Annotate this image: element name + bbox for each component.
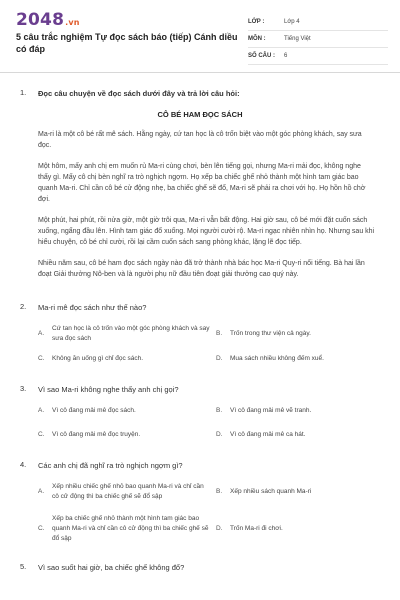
passage-paragraph: Ma-ri là một cô bé rất mê sách. Hằng ngày, cứ tan học là cô trốn biệt vào một góc phòng khách, say sưa đọc. xyxy=(38,131,362,149)
question-1 xyxy=(0,88,400,280)
answer-option-c[interactable]: C. Không ăn uống gì chỉ đọc sách. xyxy=(38,355,144,362)
question-number: 2. xyxy=(20,302,27,311)
passage-paragraph: Nhiều năm sau, cô bé ham đọc sách ngày nào đã trở thành nhà bác học Ma-ri Quy-ri nổi tiếng. Bà hai lần đoạt Giải thưởng Nô-ben và là người phụ nữ đầu tiên đoạt giải thưởng cao quý này. xyxy=(38,260,365,278)
question-number: 4. xyxy=(20,460,27,469)
answer-option-b[interactable]: B. Xếp nhiều sách quanh Ma-ri xyxy=(216,488,312,495)
answer-option-c[interactable]: C. Vì cô đang mải mê đọc truyện. xyxy=(38,431,141,438)
page-header xyxy=(0,0,400,68)
answer-option-b[interactable]: B. Vì cô đang mải mê vẽ tranh. xyxy=(216,407,312,414)
question-prompt: Đọc câu chuyện về đọc sách dưới đây và trả lời câu hỏi: xyxy=(38,89,240,98)
passage-title: CÔ BÉ HAM ĐỌC SÁCH xyxy=(157,110,243,119)
site-logo[interactable]: 2048.vn xyxy=(16,10,80,30)
meta-row-grade: LỚP : Lớp 4 xyxy=(248,14,388,31)
header-divider xyxy=(0,72,400,73)
passage-paragraph: Một phút, hai phút, rồi nửa giờ, một giờ trôi qua, Ma-ri vẫn bất động. Hai giờ sau, cô bé mới đặt cuốn sách xuống, ngẩng đầu lên. Hình tam giác đổ xuống. Mọi người cười rộ. Ma-ri ngạc nhiên nhìn họ. Nhưng sau khi hiểu chuyện, cô bé chỉ cười, rồi lại cầm cuốn sách sang phòng khác, lặng lẽ đọc tiếp. xyxy=(38,217,375,246)
question-number: 1. xyxy=(20,88,27,97)
document-title: 5 câu trắc nghiệm Tự đọc sách báo (tiếp) Cánh diều có đáp xyxy=(16,32,238,54)
meta-row-subject: MÔN : Tiếng Việt xyxy=(248,31,388,48)
answer-option-d[interactable]: D. Vì cô đang mải mê ca hát. xyxy=(216,431,306,438)
answer-option-a[interactable]: A. Cứ tan học là cô trốn vào một góc phòng khách và say sưa đọc sách xyxy=(38,325,210,342)
question-2 xyxy=(0,302,400,364)
answer-option-a[interactable]: A. Xếp nhiều chiếc ghế nhỏ bao quanh Ma-ri và chỉ cần cô cử động thì ba chiếc ghế sẽ đổ sập xyxy=(38,483,204,500)
passage-paragraph: Một hôm, mấy anh chị em muốn rủ Ma-ri cùng chơi, bèn lên tiếng gọi, nhưng Ma-ri mải đọc, không nghe thấy gì. Mấy cô chị bèn nghĩ ra trò nghịch ngợm. Họ xếp ba chiếc ghế nhỏ thành một hình tam giác bao quanh Ma-ri. Chỉ cần cô bé cử động nhẹ, ba chiếc ghế sẽ đổ, Ma-ri sẽ phải ra chơi với họ. Họ hồn hồ chờ đợi. xyxy=(38,163,366,203)
question-prompt: Ma-ri mê đọc sách như thế nào? xyxy=(38,303,147,312)
question-number: 5. xyxy=(20,562,27,571)
question-list xyxy=(0,88,400,576)
answer-option-d[interactable]: D. Trốn Ma-ri đi chơi. xyxy=(216,525,283,532)
answer-option-d[interactable]: D. Mua sách nhiều không đếm xuể. xyxy=(216,355,324,362)
answer-option-c[interactable]: C. Xếp ba chiếc ghế nhỏ thành một hình tam giác bao quanh Ma-ri và chỉ cần cô cử động thì ba chiếc ghế sẽ đổ sập xyxy=(38,515,209,542)
question-prompt: Vì sao Ma-ri không nghe thấy anh chị gọi? xyxy=(38,385,179,394)
question-4 xyxy=(0,460,400,544)
answer-option-b[interactable]: B. Trốn trong thư viện cả ngày. xyxy=(216,330,311,337)
question-5 xyxy=(0,562,400,576)
question-prompt: Vì sao suốt hai giờ, ba chiếc ghế không đổ? xyxy=(38,563,185,572)
question-number: 3. xyxy=(20,384,27,393)
meta-table xyxy=(248,14,388,65)
meta-row-count: SỐ CÂU : 6 xyxy=(248,48,388,65)
question-3 xyxy=(0,384,400,440)
question-prompt: Các anh chị đã nghĩ ra trò nghịch ngợm gì? xyxy=(38,461,183,470)
answer-option-a[interactable]: A. Vì cô đang mải mê đọc sách. xyxy=(38,407,136,414)
